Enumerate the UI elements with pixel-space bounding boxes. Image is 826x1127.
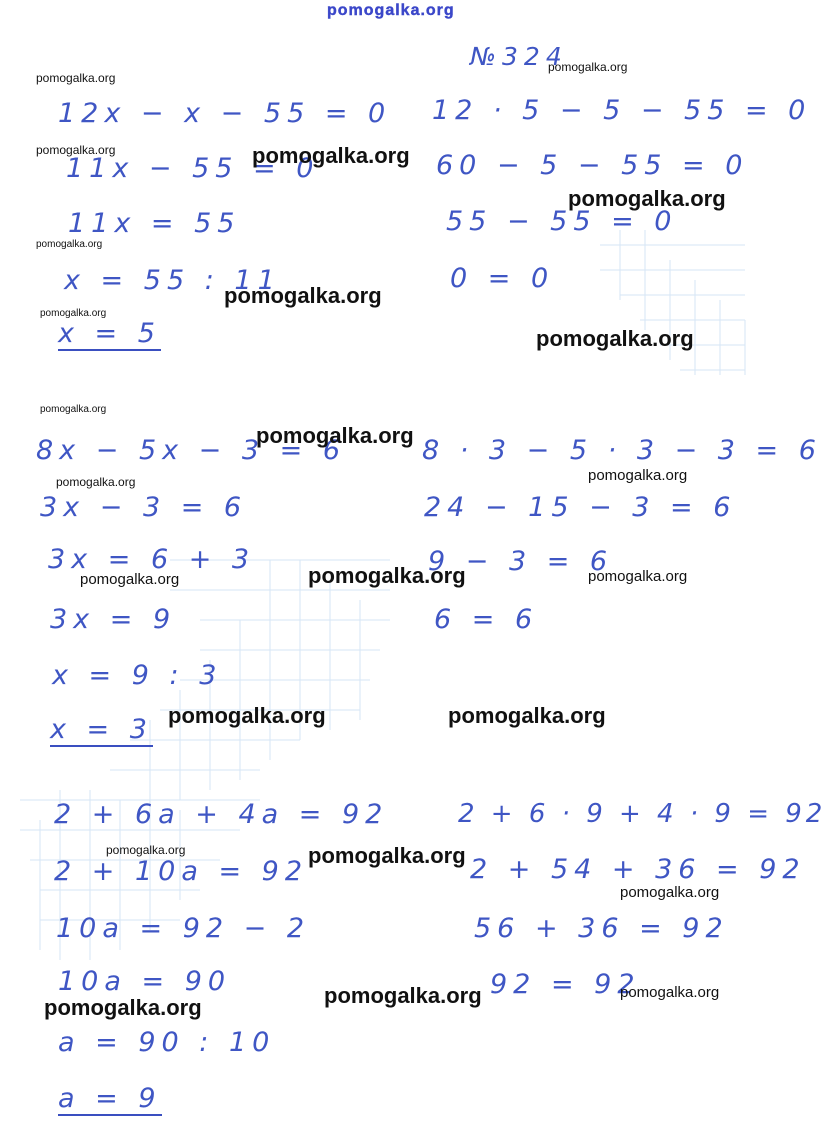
equation-3-step-4: 10a = 90 (58, 966, 232, 997)
watermark: pomogalka.org (568, 186, 726, 211)
watermark: pomogalka.org (256, 423, 414, 448)
site-header-watermark[interactable]: pomogalka.org (327, 2, 455, 19)
equation-2-step-1: 8x − 5x − 3 = 6 (36, 435, 347, 466)
watermark: pomogalka.org (252, 143, 410, 168)
check-2-step-2: 24 − 15 − 3 = 6 (424, 492, 737, 523)
watermark: pomogalka.org (588, 568, 688, 585)
check-2-step-3: 9 − 3 = 6 (428, 546, 614, 577)
watermark: pomogalka.org (548, 60, 628, 74)
watermark: pomogalka.org (40, 308, 107, 319)
check-2-step-4: 6 = 6 (434, 604, 539, 635)
check-3-step-4: 92 = 92 (490, 969, 641, 1000)
watermark: pomogalka.org (224, 283, 382, 308)
watermark: pomogalka.org (168, 703, 326, 728)
check-1-step-1: 12 · 5 − 5 − 55 = 0 (432, 95, 812, 126)
check-1-step-3: 55 − 55 = 0 (446, 206, 678, 237)
equation-3-step-2: 2 + 10a = 92 (54, 856, 309, 887)
equation-3-answer: a = 9 (58, 1083, 162, 1114)
watermark: pomogalka.org (36, 143, 116, 157)
watermark: pomogalka.org (308, 563, 466, 588)
equation-3-step-3: 10a = 92 − 2 (56, 913, 311, 944)
check-3-step-3: 56 + 36 = 92 (474, 913, 729, 944)
watermark: pomogalka.org (448, 703, 606, 728)
equation-2-step-3: 3x = 6 + 3 (48, 544, 256, 575)
watermark: pomogalka.org (106, 843, 186, 857)
equation-1-step-4: x = 55 : 11 (64, 265, 281, 296)
equation-1-step-3: 11x = 55 (68, 208, 241, 239)
equation-1-answer: x = 5 (58, 318, 161, 349)
problem-number: №324 (470, 42, 568, 71)
watermark: pomogalka.org (36, 239, 103, 250)
watermark: pomogalka.org (80, 571, 180, 588)
watermark: pomogalka.org (620, 984, 720, 1001)
equation-3-step-5: a = 90 : 10 (58, 1027, 276, 1058)
equation-2-step-4: 3x = 9 (50, 604, 177, 635)
equation-1-step-1: 12x − x − 55 = 0 (58, 98, 392, 129)
watermark: pomogalka.org (44, 995, 202, 1020)
check-3-step-2: 2 + 54 + 36 = 92 (470, 854, 806, 885)
equation-2-step-2: 3x − 3 = 6 (40, 492, 248, 523)
watermark: pomogalka.org (588, 467, 688, 484)
check-3-step-1: 2 + 6 · 9 + 4 · 9 = 92 (458, 799, 826, 829)
watermark: pomogalka.org (36, 71, 116, 85)
check-1-step-2: 60 − 5 − 55 = 0 (436, 150, 749, 181)
watermark: pomogalka.org (620, 884, 720, 901)
equation-1-step-2: 11x − 55 = 0 (66, 153, 320, 184)
watermark: pomogalka.org (56, 475, 136, 489)
equation-3-step-1: 2 + 6a + 4a = 92 (54, 799, 389, 830)
check-2-step-1: 8 · 3 − 5 · 3 − 3 = 6 (422, 435, 822, 466)
check-1-step-4: 0 = 0 (450, 263, 555, 294)
watermark: pomogalka.org (536, 326, 694, 351)
equation-2-step-5: x = 9 : 3 (52, 660, 223, 691)
watermark: pomogalka.org (40, 404, 107, 415)
watermark: pomogalka.org (308, 843, 466, 868)
watermark: pomogalka.org (324, 983, 482, 1008)
equation-2-answer: x = 3 (50, 714, 153, 745)
